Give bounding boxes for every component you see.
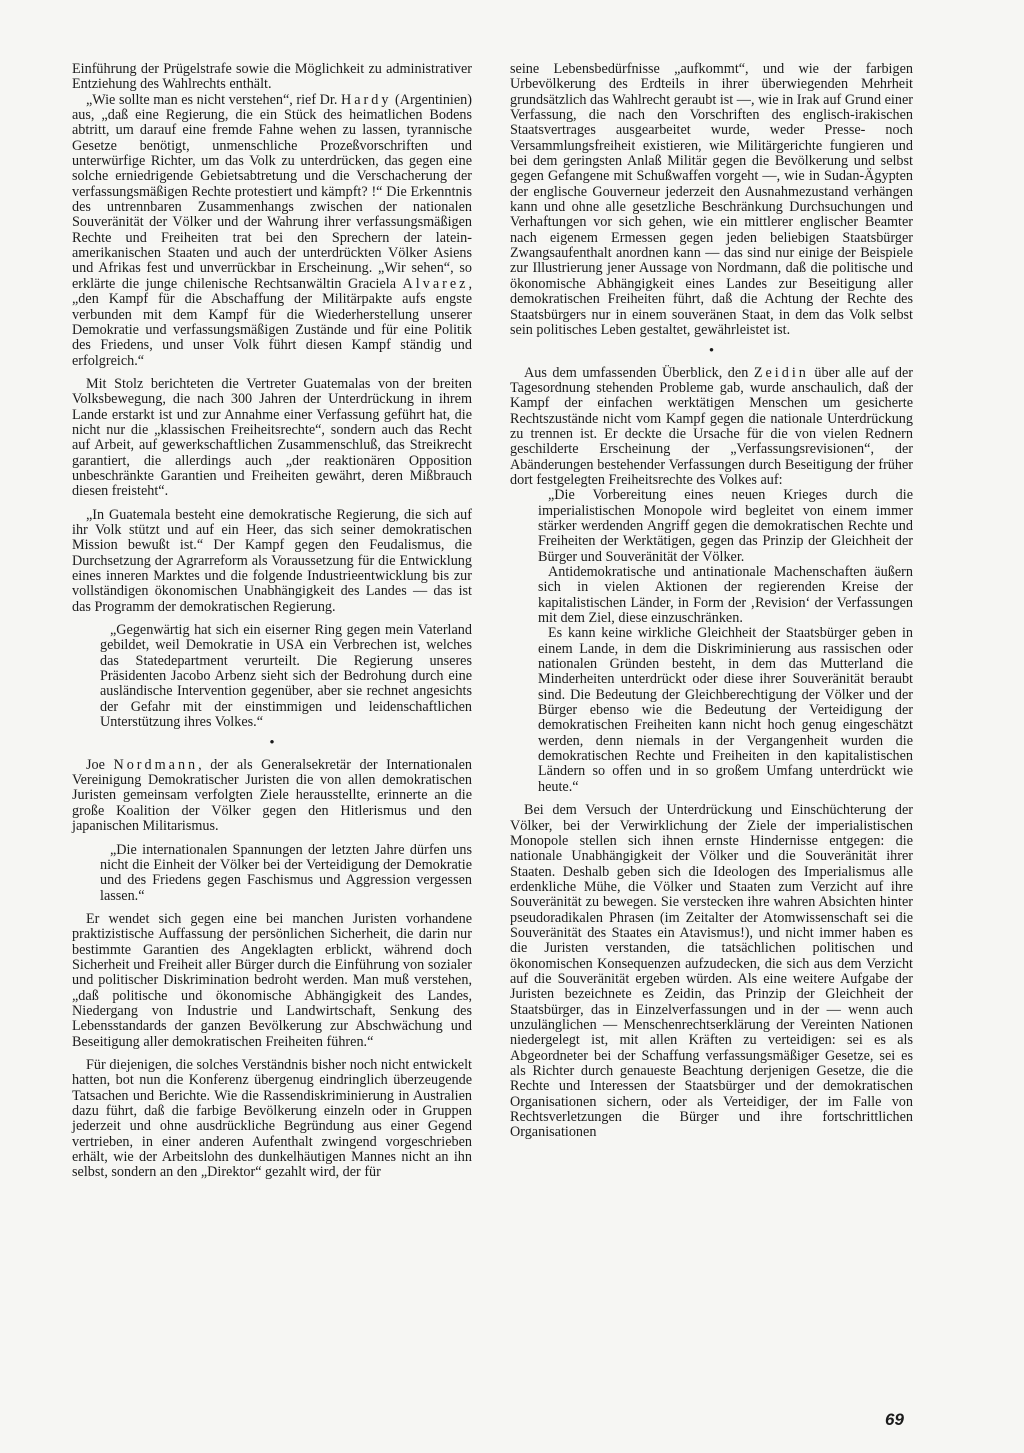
paragraph: Er wendet sich gegen eine bei manchen Juristen vorhandene praktizistische Auffassung der persönlichen Sicherheit, die darin nur bestimmte Garantien des Angeklagten erblickt, während doch Sicherheit und Freiheit aller Bürger durch die Einführung von sozialer und politischer Diskrimination bedroht werden. Man muß verstehen, „daß politische und ökonomische Abhängigkeit des Landes, Niedergang von Industrie und Landwirtschaft, Senkung des Lebensstandards der ganzen Bevölkerung zur Abschwächung und Beseitigung aller demokratischen Freiheiten führen.“	[72, 910, 472, 1050]
speaker-name: Zeidin	[753, 364, 809, 381]
paragraph	[510, 366, 913, 489]
paragraph: seine Lebensbedürfnisse „aufkommt“, und wie der farbigen Urbevölkerung des Erdteils in ihrer überwiegenden Mehrheit grundsätzlich das Wahlrecht geraubt ist —, wie in Irak auf Grund einer Verfassung, die nach den Vorschriften des englisch-irakischen Staatsvertrages ausgearbeitet wurde, weder Presse- noch Versammlungsfreiheit existieren, wie Militärgerichte fungieren und bei dem geringsten Anlaß Militär gegen die Bevölkerung und selbst gegen Gefangene mit Schußwaffen vorgeht —, wie in Sudan-Ägypten der englische Gouverneur jederzeit den Ausnahmezustand verhängen kann und ohne alle gesetzliche Beschränkung Durchsuchungen und Verhaftungen vor sich gehen, wie ein mittlerer englischer Beamter nach eigenem Ermessen gegen jeden beliebigen Staatsbürger Zwangsaufenthalt anordnen kann — das sind nur einige der Beispiele zur Illustrierung jener Aussage von Nordmann, daß die politische und ökonomische Abhängigkeit eines Landes zur Beseitigung aller demokratischen Freiheiten führt, daß die Achtung der Rechte des Staatsbürgers nur in einem souveränen Staat, in dem das Volk selbst sein politisches Leben gestaltet, gewährleistet ist.	[510, 61, 913, 338]
quote-paragraph: „Gegenwärtig hat sich ein eiserner Ring gegen mein Vaterland gebildet, weil Demokratie in USA ein Verbrechen ist, welches das Statedepartment verurteilt. Die Regierung unseres Präsidenten Jacobo Arbenz sieht sich der Bedrohung durch eine ausländische Intervention gegenüber, aber sie rechnet angesichts der Gefahr mit der einstimmigen und leidenschaftlichen Unterstützung ihres Volkes.“	[100, 622, 472, 731]
quote-paragraph: „Die internationalen Spannungen der letzten Jahre dürfen uns nicht die Einheit der Völker bei der Verteidigung der Demokratie und des Friedens gegen Faschismus und Aggression vergessen lassen.“	[100, 841, 472, 904]
paragraph: „In Guatemala besteht eine demokratische Regierung, die sich auf ihr Volk stützt und auf ein Heer, das sich seiner demokratischen Mission bewußt ist.“ Der Kampf gegen den Feudalismus, die Durchsetzung der Agrarreform als Voraussetzung für die Entwicklung eines inneren Marktes und die folgende Industrieentwicklung bis zur vollständigen ökonomischen Unabhängigkeit des Landes — das ist das Programm der demokratischen Regierung.	[72, 506, 472, 615]
quote-paragraph: „Die Vorbereitung eines neuen Krieges durch die imperialistischen Monopole wird begleitet von einem immer stärker werdenden Angriff gegen die demokratischen Rechte und Freiheiten der Werktätigen, gegen das Prinzip der Gleichheit der Bürger und Souveränität der Völker.	[538, 487, 913, 565]
text-run: (Argentinien) aus, „daß eine Regierung, die ein Stück des heimatlichen Bodens abtritt, um darauf eine fremde Fahne wehen zu lassen, tyrannische Gesetze benötigt, unmenschliche Prozeßvorschriften und unterwürfige Richter, um das Volk zu unterdrücken, das gegen eine solche erniedrigende Gebietsabtretung und die Verschacherung der verfassungsmäßigen Rechte protestiert und kämpft? !“ Die Erkenntnis des untrennbaren Zusammenhangs zwischen der nationalen Souveränität der Völker und der Wahrung ihrer verfassungsmäßigen Rechte und Freiheiten trat bei den Sprechern der latein-amerikanischen Staaten und auch der unterdrückten Völker Asiens und Afrikas fest und unverrückbar in Erscheinung. „Wir sehen“, so erklärte die junge chilenische Rechtsanwältin Graciela	[72, 91, 472, 292]
paragraph: Für diejenigen, die solches Verständnis bisher noch nicht entwickelt hatten, bot nun die Konferenz übergenug eindringlich überzeugende Tatsachen und Berichte. Wie die Rassendiskriminierung in Australien dazu führt, daß die farbige Bevölkerung einzeln oder in Gruppen jederzeit und ohne ausdrückliche Begründung aus einer Gegend vertrieben, in einer anderen Aufenthalt zwingend vorgeschrieben erhält, wie der Arbeitslohn des dunkelhäutigen Mannes nicht an ihn selbst, sondern an den „Direktor“ gezahlt wird, der für	[72, 1056, 472, 1181]
paragraph: Einführung der Prügelstrafe sowie die Möglichkeit zu administrativer Entziehung des Wahlrechts enthält.	[72, 61, 472, 93]
speaker-name: Nordmann	[113, 756, 199, 773]
left-column	[72, 62, 472, 1181]
section-divider: •	[708, 343, 715, 360]
paragraph: Mit Stolz berichteten die Vertreter Guatemalas von der breiten Volksbewegung, die nach 300 Jahren der Unterdrückung in ihrem Lande erstarkt ist und zur Annahme einer Verfassung geführt hat, die nicht nur die „klassischen Freiheitsrechte“, sondern auch das Recht auf Arbeit, auf gewerkschaftlichen Zusammenschluß, das Streikrecht garantiert, die allerdings auch „der reaktionären Opposition unbeschränkte Garantien und Freiheiten gewährt, deren Mißbrauch diesen freisteht“.	[72, 375, 472, 500]
text-run: Aus dem umfassenden Überblick, den	[524, 364, 754, 381]
block-quote	[100, 623, 472, 730]
right-column	[510, 62, 913, 1141]
text-run: Joe	[86, 756, 114, 773]
section-divider: •	[269, 735, 275, 752]
paragraph	[72, 93, 472, 369]
text-run: , „den Kampf für die Abschaffung der Militärpakte aufs engste verbunden mit dem Kampf für die Wiederherstellung unserer Demokratie und verfassungsmäßigen Zustände und für eine Politik des Friedens, und unser Volk führt diesen Kampf ständig und erfolgreich.“	[72, 275, 472, 369]
text-run: , der als Generalsekretär der Internationalen Vereinigung Demokratischer Juristen die von allen demokratischen Juristen gemeinsam verfolgten Ziele herausstellte, erinnerte an die große Koalition der Völker gegen den Hitlerismus und den japanischen Militarismus.	[72, 756, 472, 835]
text-run: über alle auf der Tagesordnung stehenden Probleme gab, wurde anschaulich, daß der Kampf der einfachen werktätigen Menschen um gesicherte Rechtszustände nicht vom Kampf gegen die nationale Unterdrückung zu trennen ist. Er deckte die Ursache für die von vielen Rednern geschilderte Erscheinung der „Verfassungsrevisionen“, der Abänderungen bestehender Verfassungen durch Beseitigung der früher dort festgelegten Freiheitsrechte des Volkes auf:	[510, 364, 913, 488]
speaker-name: Alvarez	[402, 275, 469, 292]
page-number: 69	[885, 1410, 904, 1429]
paragraph	[72, 758, 472, 835]
text-run: „Wie sollte man es nicht verstehen“, rief Dr.	[86, 91, 341, 108]
block-quote	[100, 843, 472, 904]
paragraph: Bei dem Versuch der Unterdrückung und Einschüchterung der Völker, bei der Verwirklichung der Ziele der imperialistischen Monopole stellen sich ihnen ernste Hindernisse entgegen: die nationale Unabhängigkeit der Völker und die Souveränität ihrer Staaten. Deshalb geben sich die Ideologen des Imperialismus alle erdenkliche Mühe, die Völker und Staaten zum Verzicht auf ihre Souveränität zu bewegen. Sie verstecken ihre wahren Absichten hinter pseudoradikalen Phrasen (im Zeitalter der Atomwissenschaft sei die Souveränität des Staates ein Atavismus!), und nicht immer haben es die Juristen verstanden, die tatsächlichen politischen und ökonomischen Konsequenzen aufzudecken, die sich aus dem Verzicht auf die Souveränität ergeben würden. Als eine weitere Aufgabe der Juristen bezeichnete es Zeidin, das Prinzip der Gleichheit der Staatsbürger, das in Einzelverfassungen und in der — wenn auch unzulänglichen — Menschenrechtserklärung der Vereinten Nationen niedergelegt ist, mit allen Kräften zu verteidigen: sei es als Abgeordneter bei der Schaffung verfassungsmäßiger Gesetze, sei es als Richter durch genaueste Beachtung derjenigen Gesetze, die die Rechte und Interessen der Staatsbürger und der demokratischen Organisationen sichern, oder als Verteidiger, der im Falle von Rechtsverletzungen die Bürger und ihre fortschrittlichen Organisationen	[510, 802, 913, 1141]
speaker-name: Hardy	[340, 91, 392, 108]
block-quote	[538, 488, 913, 795]
quote-paragraph: Antidemokratische und antinationale Machenschaften äußern sich in vielen Aktionen der regierenden Kreise der kapitalistischen Länder, in Form der ‚Revision‘ der Verfassungen mit dem Ziel, diese einzuschränken.	[538, 564, 913, 627]
quote-paragraph: Es kann keine wirkliche Gleichheit der Staatsbürger geben in einem Lande, in dem die Diskriminierung aus rassischen oder nationalen Gründen besteht, in dem das Mutterland die Minderheiten unterdrückt oder diese ihrer Souveränität beraubt sind. Die Bedeutung der Gleichberechtigung der Völker und der Bürger ebenso wie die Bedeutung der Verteidigung der demokratischen Freiheiten kann nicht hoch genug eingeschätzt werden, denn niemals in der Vergangenheit wurden die demokratischen Rechte und Freiheiten in den kapitalistischen Ländern so offen und in so großem Umfang unterdrückt wie heute.“	[538, 625, 913, 795]
